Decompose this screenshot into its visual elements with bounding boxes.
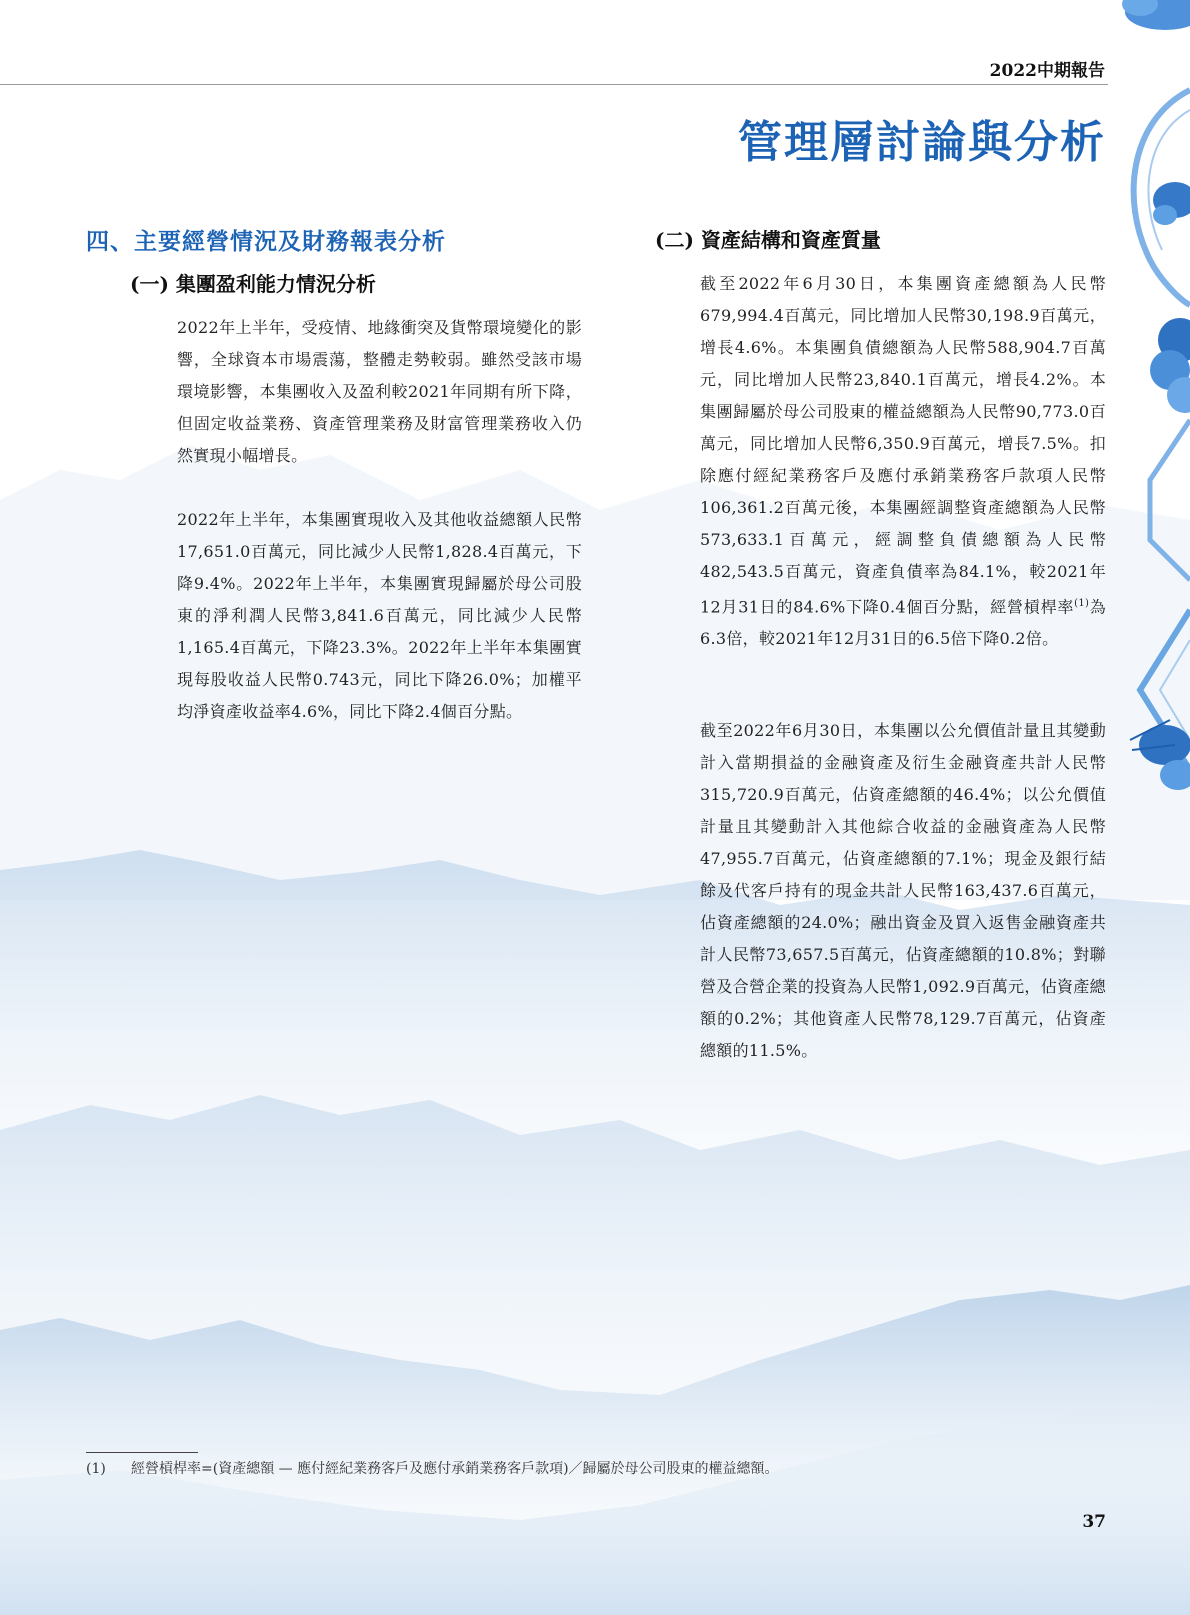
subheading-profitability: (一) 集團盈利能力情況分析 [130, 272, 376, 296]
report-label: 2022中期報告 [989, 61, 1105, 81]
footnote-marker: (1) [86, 1461, 106, 1477]
section-heading: 四、主要經營情況及財務報表分析 [86, 228, 446, 255]
page-title: 管理層討論與分析 [738, 117, 1106, 168]
header-divider [0, 84, 1108, 85]
asset-totals-text-end: 為6.3倍，較2021年12月31日的6.5倍下降0.2倍。 [700, 597, 1106, 649]
footnote-text: 經營槓桿率=(資產總額 — 應付經紀業務客戶及應付承銷業務客戶款項)／歸屬於母公司股東的權益總額。 [131, 1461, 779, 1477]
footnote-divider [86, 1452, 198, 1453]
footnote-reference[interactable]: (1) [1074, 598, 1090, 609]
paragraph-asset-totals [700, 268, 1106, 655]
asset-totals-text: 截至2022年6月30日，本集團資產總額為人民幣679,994.4百萬元，同比增加人民幣30,198.9百萬元，增長4.6%。本集團負債總額為人民幣588,904.7百萬元，同比增加人民幣23,840.1百萬元，增長4.2%。本集團歸屬於母公司股東的權益總額為人民幣90,773.0百萬元，同比增加人民幣6,350.9百萬元，增長7.5%。扣除應付經紀業務客戶及應付承銷業務客戶款項人民幣106,361.2百萬元後，本集團經調整資產總額為人民幣573,633.1百萬元，經調整負債總額為人民幣482,543.5百萬元，資產負債率為84.1%，較2021年12月31日的84.6%下降0.4個百分點，經營槓桿率 [700, 274, 1106, 617]
subheading-asset-structure: (二) 資產結構和資產質量 [655, 228, 881, 252]
paragraph-profitability-figures: 2022年上半年，本集團實現收入及其他收益總額人民幣17,651.0百萬元，同比減少人民幣1,828.4百萬元，下降9.4%。2022年上半年，本集團實現歸屬於母公司股東的淨利潤人民幣3,841.6百萬元，同比減少人民幣1,165.4百萬元，下降23.3%。2022年上半年本集團實現每股收益人民幣0.743元，同比下降26.0%；加權平均淨資產收益率4.6%，同比下降2.4個百分點。 [177, 510, 582, 721]
page-number: 37 [1082, 1512, 1106, 1532]
footnote [86, 1458, 779, 1478]
paragraph-profitability-overview: 2022年上半年，受疫情、地緣衝突及貨幣環境變化的影響，全球資本市場震蕩，整體走勢較弱。雖然受該市場環境影響，本集團收入及盈利較2021年同期有所下降，但固定收益業務、資產管理業務及財富管理業務收入仍然實現小幅增長。 [177, 318, 582, 465]
paragraph-asset-breakdown: 截至2022年6月30日，本集團以公允價值計量且其變動計入當期損益的金融資產及衍生金融資產共計人民幣315,720.9百萬元，佔資產總額的46.4%；以公允價值計量且其變動計入其他綜合收益的金融資產為人民幣47,955.7百萬元，佔資產總額的7.1%；現金及銀行結餘及代客戶持有的現金共計人民幣163,437.6百萬元，佔資產總額的24.0%；融出資金及買入返售金融資產共計人民幣73,657.5百萬元，佔資產總額的10.8%；對聯營及合營企業的投資為人民幣1,092.9百萬元，佔資產總額的0.2%；其他資產人民幣78,129.7百萬元，佔資產總額的11.5%。 [700, 721, 1106, 1060]
